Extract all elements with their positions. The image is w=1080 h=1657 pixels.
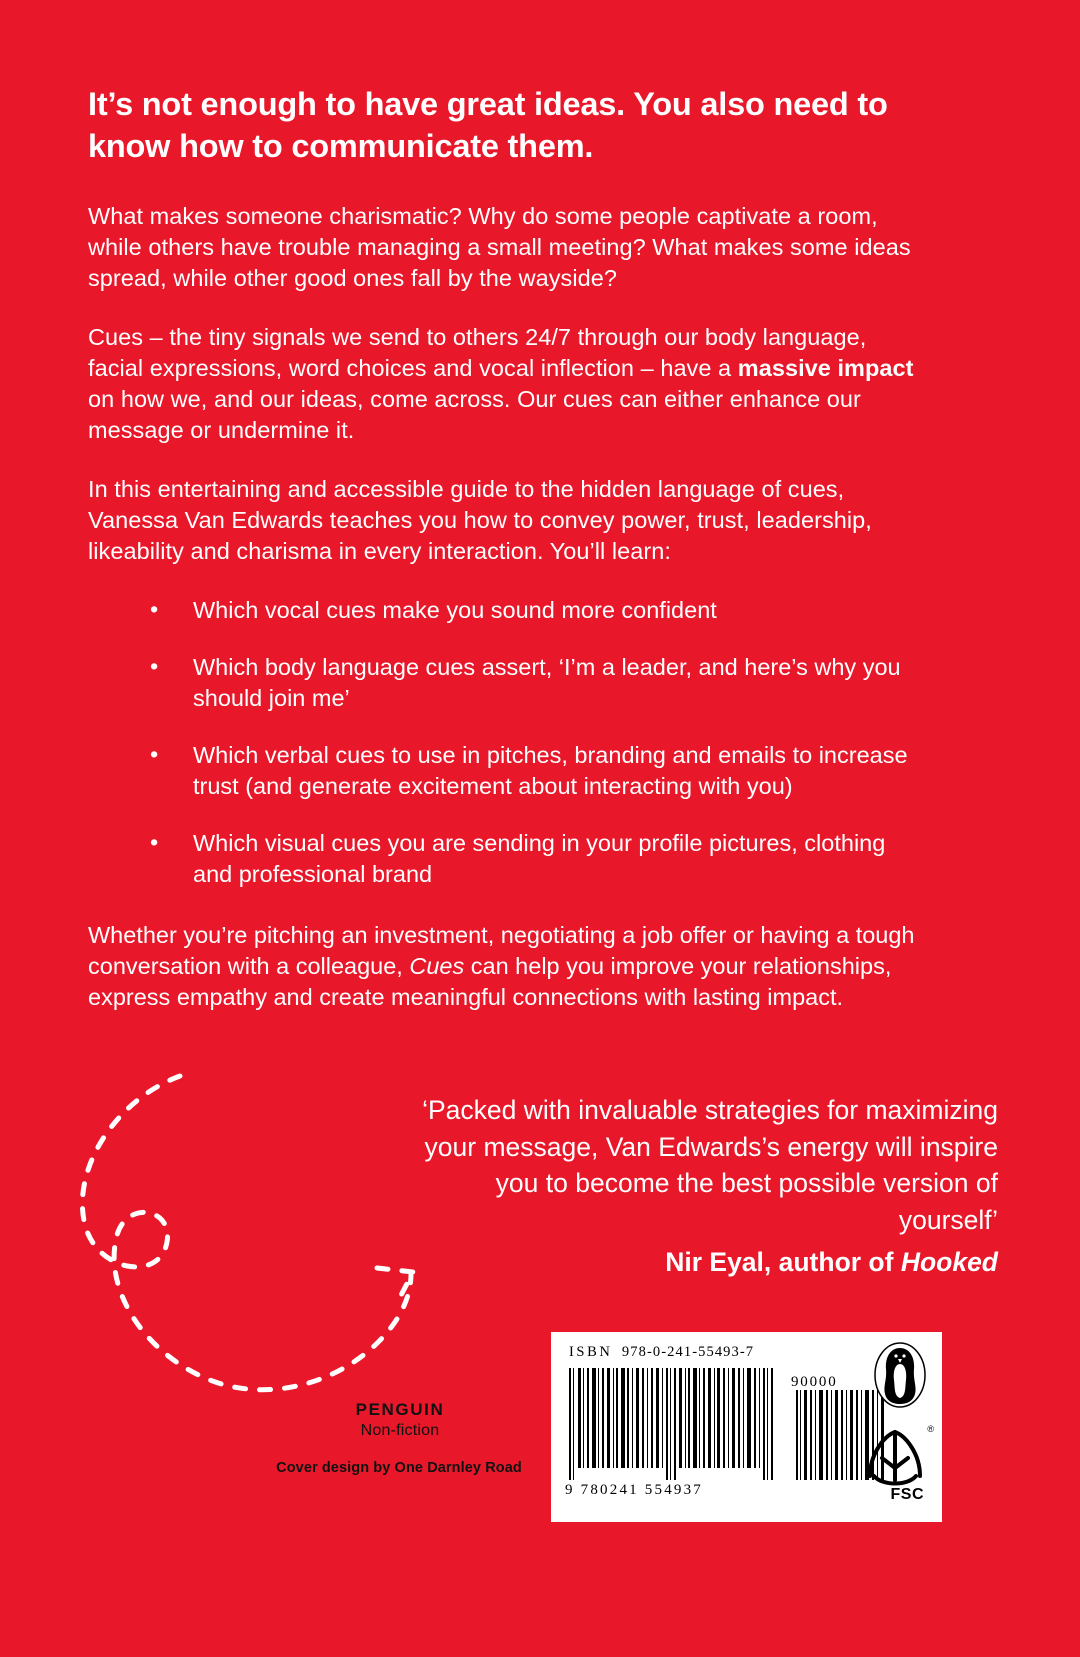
blurb-closing-part-2: can help you improve your relationships, express empathy and create meaningful connections with lasting impact. (88, 953, 892, 1011)
list-item-label: Which visual cues you are sending in your profile pictures, clothing and professional brand (193, 830, 886, 888)
imprint-name: PENGUIN (355, 1400, 445, 1419)
endorsement-quote: ‘Packed with invaluable strategies for maximizing your message, Van Edwards’s energy will inspire you to become the best possible version of yourself’ (422, 1095, 998, 1235)
isbn-number: 978-0-241-55493-7 (621, 1344, 755, 1360)
dashed-swoosh-icon (55, 1060, 455, 1430)
blurb-paragraph-2-part-1: Cues – the tiny signals we send to others 24/7 through our body language, facial expressions, word choices and vocal inflection – have a (88, 324, 867, 382)
blurb-paragraph-1: What makes someone charismatic? Why do some people captivate a room, while others have trouble managing a small meeting? What makes some ideas spread, while other good ones fall by the wayside? (88, 203, 911, 292)
endorsement-attribution (398, 1244, 998, 1281)
isbn-label: ISBN (569, 1344, 613, 1360)
imprint-block (262, 1400, 538, 1440)
bullet-icon: • (150, 829, 159, 856)
list-item-label: Which verbal cues to use in pitches, branding and emails to increase trust (and generate excitement about interacting with you) (193, 742, 908, 800)
blurb-paragraph-2 (88, 322, 918, 446)
penguin-logo-icon (874, 1342, 926, 1408)
learn-list (88, 595, 918, 890)
blurb-paragraph-3: In this entertaining and accessible guide to the hidden language of cues, Vanessa Van Edwards teaches you how to convey power, trust, leadership, likeability and charisma in every interaction. You’ll learn: (88, 476, 872, 565)
list-item-label: Which vocal cues make you sound more confident (193, 597, 717, 624)
bullet-icon: • (150, 741, 159, 768)
isbn-text (569, 1344, 754, 1361)
list-item (88, 740, 918, 802)
imprint-subtitle: Non-fiction (360, 1422, 440, 1439)
list-item-label: Which body language cues assert, ‘I’m a leader, and here’s why you should join me’ (193, 654, 901, 712)
fsc-label: FSC (890, 1486, 924, 1503)
bullet-icon: • (150, 596, 159, 623)
barcode-ean13 (569, 1368, 779, 1480)
list-item (88, 595, 918, 626)
endorsement-block (398, 1092, 998, 1281)
bullet-icon: • (150, 653, 159, 680)
blurb-closing (88, 920, 918, 1013)
barcode-digits: 9 780241 554937 (565, 1482, 703, 1498)
isbn-barcode-panel (551, 1332, 942, 1522)
blurb-paragraph-2-emphasis: massive impact (737, 355, 914, 382)
endorsement-author: Nir Eyal, author of (665, 1247, 901, 1278)
blurb-closing-part-1: Whether you’re pitching an investment, negotiating a job offer or having a tough conversation with a colleague, (88, 922, 915, 980)
blurb-closing-title: Cues (409, 953, 465, 980)
list-item (88, 652, 918, 714)
page-title: It’s not enough to have great ideas. You also need to know how to communicate them. (88, 86, 888, 164)
cover-design-credit: Cover design by One Darnley Road (276, 1460, 522, 1476)
fsc-registered-mark: ® (927, 1424, 934, 1434)
barcode-addon-digits: 90000 (791, 1374, 838, 1390)
blurb-paragraph-2-part-2: on how we, and our ideas, come across. Our cues can either enhance our message or undermine it. (88, 386, 861, 444)
blurb-content (88, 84, 918, 1014)
endorsement-book-title: Hooked (900, 1247, 998, 1278)
list-item (88, 828, 918, 890)
